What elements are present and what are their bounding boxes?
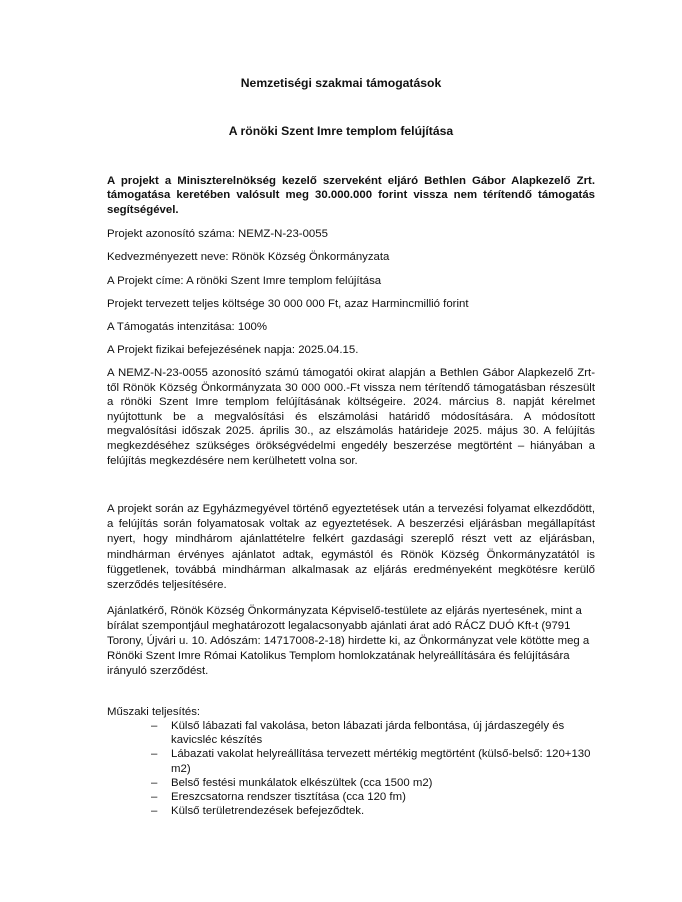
list-item-text: Külső lábazati fal vakolása, beton lábazati járda felbontása, új járdaszegély és kavicsléc készítés [171, 720, 565, 747]
list-item [107, 790, 595, 804]
list-item [107, 747, 595, 775]
support-description-paragraph: A NEMZ-N-23-0055 azonosító számú támogatói okirat alapján a Bethlen Gábor Alapkezelő Zrt-től Rönök Község Önkormányzata 30 000 000.-Ft vissza nem térítendő támogatásban részesült a rönöki Szent Imre templom felújításának költségeire. 2024. március 8. napját kérelmet nyújtottunk be a megvalósítási és elszámolási határidő módosítására. A módosított megvalósítási időszak 2025. április 30., az elszámolás határideje 2025. május 30. A felújítás megkezdéséhez szükséges örökségvédelmi engedély beszerzése megtörtént – hiányában a felújítás megkezdésére nem kerülhetett volna sor. [107, 367, 595, 467]
technical-list [107, 719, 595, 818]
procurement-paragraph: A projekt során az Egyházmegyével történő egyeztetések után a tervezési folyamat elkezdődött, a felújítás során folyamatosak voltak az egyeztetések. A beszerzési eljárásban megállapítást nyert, hogy mindhárom ajánlattételre felkért gazdasági szereplő részt vett az eljárásban, mindhárman érvényes ajánlatot adtak, egymástól és Rönök Község Önkormányzatától is függetlenek, továbbá mindhárman alkalmasak az eljárás eredményeként megkötésre kerülő szerződés teljesítésére. [107, 503, 595, 592]
intro-paragraph: A projekt a Miniszterelnökség kezelő szerveként eljáró Bethlen Gábor Alapkezelő Zrt. támogatása keretében valósult meg 30.000.000 forint vissza nem térítendő támogatás segítségével. [107, 175, 595, 216]
dash-bullet: – [151, 776, 158, 789]
project-cost-line: Projekt tervezett teljes költsége 30 000 000 Ft, azaz Harmincmillió forint [107, 298, 469, 310]
list-item [107, 776, 595, 790]
list-item-text: Lábazati vakolat helyreállítása tervezett mértékig megtörtént (külső-belső: 120+130 m2) [171, 748, 591, 775]
list-item-text: Belső festési munkálatok elkészültek (cca 1500 m2) [171, 776, 433, 789]
contractor-paragraph: Ajánlatkérő, Rönök Község Önkormányzata Képviselő-testülete az eljárás nyertesének, mint a bírálat szempontjául meghatározott legalacsonyabb ajánlati árat adó RÁCZ DUÓ Kft-t (9791 Torony, Újvári u. 10. Adószám: 14717008-2-18) hirdette ki, az Önkormányzat vele kötötte meg a Rönöki Szent Imre Római Katolikus Templom homlokzatának helyreállítására és felújítására irányuló szerződést. [107, 605, 590, 677]
document-subtitle: A rönöki Szent Imre templom felújítása [228, 124, 454, 138]
dash-bullet: – [151, 805, 158, 818]
list-item-text: Ereszcsatorna rendszer tisztítása (cca 120 fm) [171, 791, 406, 804]
dash-bullet: – [151, 748, 158, 761]
support-intensity-line: A Támogatás intenzitása: 100% [107, 321, 267, 333]
technical-heading: Műszaki teljesítés: [107, 706, 201, 718]
list-item [107, 804, 595, 818]
completion-date-line: A Projekt fizikai befejezésének napja: 2025.04.15. [107, 344, 359, 356]
dash-bullet: – [151, 720, 158, 732]
project-id-line: Projekt azonosító száma: NEMZ-N-23-0055 [107, 228, 328, 240]
dash-bullet: – [151, 791, 158, 804]
list-item [107, 719, 595, 747]
list-item-text: Külső területrendezések befejeződtek. [171, 805, 365, 818]
beneficiary-line: Kedvezményezett neve: Rönök Község Önkormányzata [107, 251, 390, 263]
project-title-line: A Projekt címe: A rönöki Szent Imre templom felújítása [107, 275, 382, 287]
document-title: Nemzetiségi szakmai támogatások [240, 76, 442, 90]
